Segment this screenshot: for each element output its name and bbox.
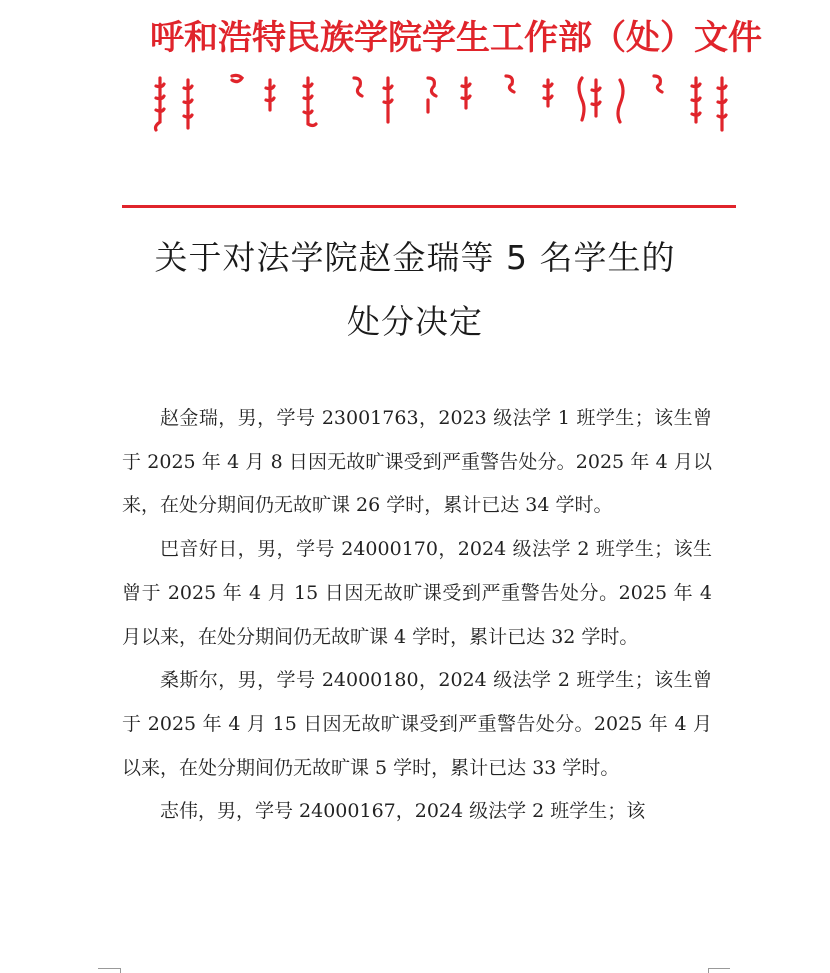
document-title-line-2: 处分决定 [347, 302, 483, 341]
paragraph-student-3: 桑斯尔，男，学号 24000180，2024 级法学 2 班学生；该生曾于 2025 年 4 月 15 日因无故旷课受到严重警告处分。2025 年 4 月以来，在处分期间仍无故旷课 5 学时，累计已达 33 学时。 [122, 669, 712, 779]
crop-mark-left [98, 968, 120, 969]
paragraph-student-4: 志伟，男，学号 24000167，2024 级法学 2 班学生；该 [160, 800, 646, 823]
crop-mark-left-vertical [120, 968, 121, 973]
document-title-line-1: 关于对法学院赵金瑞等 5 名学生的 [154, 238, 676, 277]
letterhead-title: 呼和浩特民族学院学生工作部（处）文件 [150, 18, 762, 58]
crop-mark-right [708, 968, 730, 969]
mongolian-script-logo [150, 72, 730, 134]
crop-mark-right-vertical [708, 968, 709, 973]
paragraph-student-1: 赵金瑞，男，学号 23001763，2023 级法学 1 班学生；该生曾于 2025 年 4 月 8 日因无故旷课受到严重警告处分。2025 年 4 月以来，在处分期间仍无故旷课 26 学时，累计已达 34 学时。 [122, 407, 712, 517]
red-separator-line [122, 205, 736, 208]
document-body [122, 397, 712, 834]
paragraph-student-2: 巴音好日，男，学号 24000170，2024 级法学 2 班学生；该生曾于 2025 年 4 月 15 日因无故旷课受到严重警告处分。2025 年 4 月以来，在处分期间仍无故旷课 4 学时，累计已达 32 学时。 [122, 538, 712, 648]
